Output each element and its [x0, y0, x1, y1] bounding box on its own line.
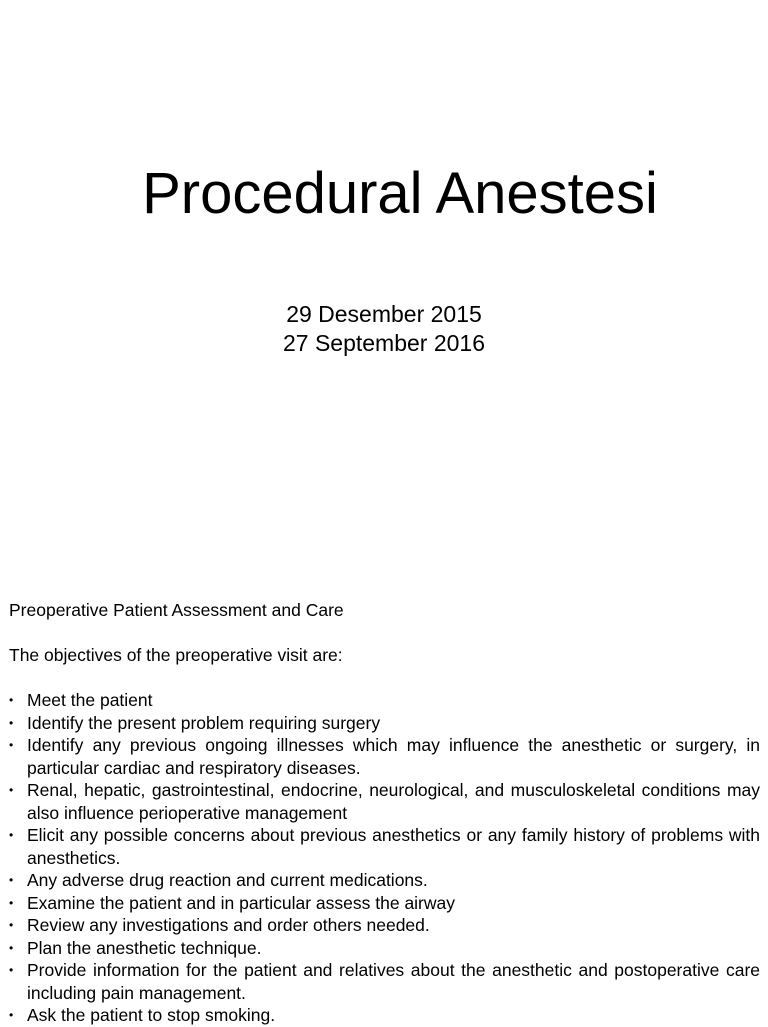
date-line-2: 27 September 2016	[282, 330, 486, 356]
bullet-icon: •	[9, 918, 14, 932]
list-item-text: Elicit any possible concerns about previous anesthetics or any family history of problems with anesthetics.	[27, 825, 760, 868]
bullet-icon: •	[9, 940, 14, 955]
list-item-text: Examine the patient and in particular assess the airway	[27, 892, 456, 913]
list-item-text: Identify any previous ongoing illnesses which may influence the anesthetic or surgery, in particular cardiac and respiratory diseases.	[27, 735, 760, 778]
bullet-icon: •	[9, 1008, 14, 1022]
list-item	[9, 712, 760, 735]
list-item-text: Any adverse drug reaction and current medications.	[27, 870, 428, 890]
list-item	[9, 1004, 760, 1027]
objectives-list	[9, 689, 760, 1027]
list-item	[9, 734, 760, 779]
bullet-icon: •	[9, 715, 14, 730]
bullet-icon: •	[9, 873, 14, 887]
list-item	[9, 914, 760, 937]
objectives-intro: The objectives of the preoperative visit are:	[9, 645, 343, 665]
bullet-icon: •	[9, 895, 14, 910]
bullet-icon: •	[9, 738, 14, 752]
spacer	[9, 622, 760, 645]
list-item	[9, 892, 760, 915]
spacer	[9, 667, 760, 690]
list-item-text: Identify the present problem requiring surgery	[27, 712, 381, 733]
date-block	[0, 300, 768, 358]
list-item-text: Renal, hepatic, gastrointestinal, endocrine, neurological, and musculoskeletal conditions may also influence perioperative management	[27, 780, 760, 823]
list-item-text: Review any investigations and order others needed.	[27, 915, 430, 935]
bullet-icon: •	[9, 783, 14, 797]
bullet-icon: •	[9, 828, 14, 842]
list-item	[9, 959, 760, 1004]
date-line-1: 29 Desember 2015	[286, 301, 482, 327]
list-item	[9, 779, 760, 824]
list-item-text: Meet the patient	[27, 690, 153, 710]
list-item	[9, 937, 760, 960]
list-item	[9, 869, 760, 892]
bullet-icon: •	[9, 963, 14, 977]
section-heading: Preoperative Patient Assessment and Care	[9, 600, 344, 620]
list-item-text: Plan the anesthetic technique.	[27, 937, 262, 958]
slide-title: Procedural Anestesi	[142, 161, 658, 226]
list-item	[9, 689, 760, 712]
list-item	[9, 824, 760, 869]
bullet-icon: •	[9, 693, 14, 707]
assessment-section	[9, 599, 760, 1027]
list-item-text: Provide information for the patient and relatives about the anesthetic and postoperative care including pain management.	[27, 960, 760, 1003]
list-item-text: Ask the patient to stop smoking.	[27, 1005, 276, 1025]
